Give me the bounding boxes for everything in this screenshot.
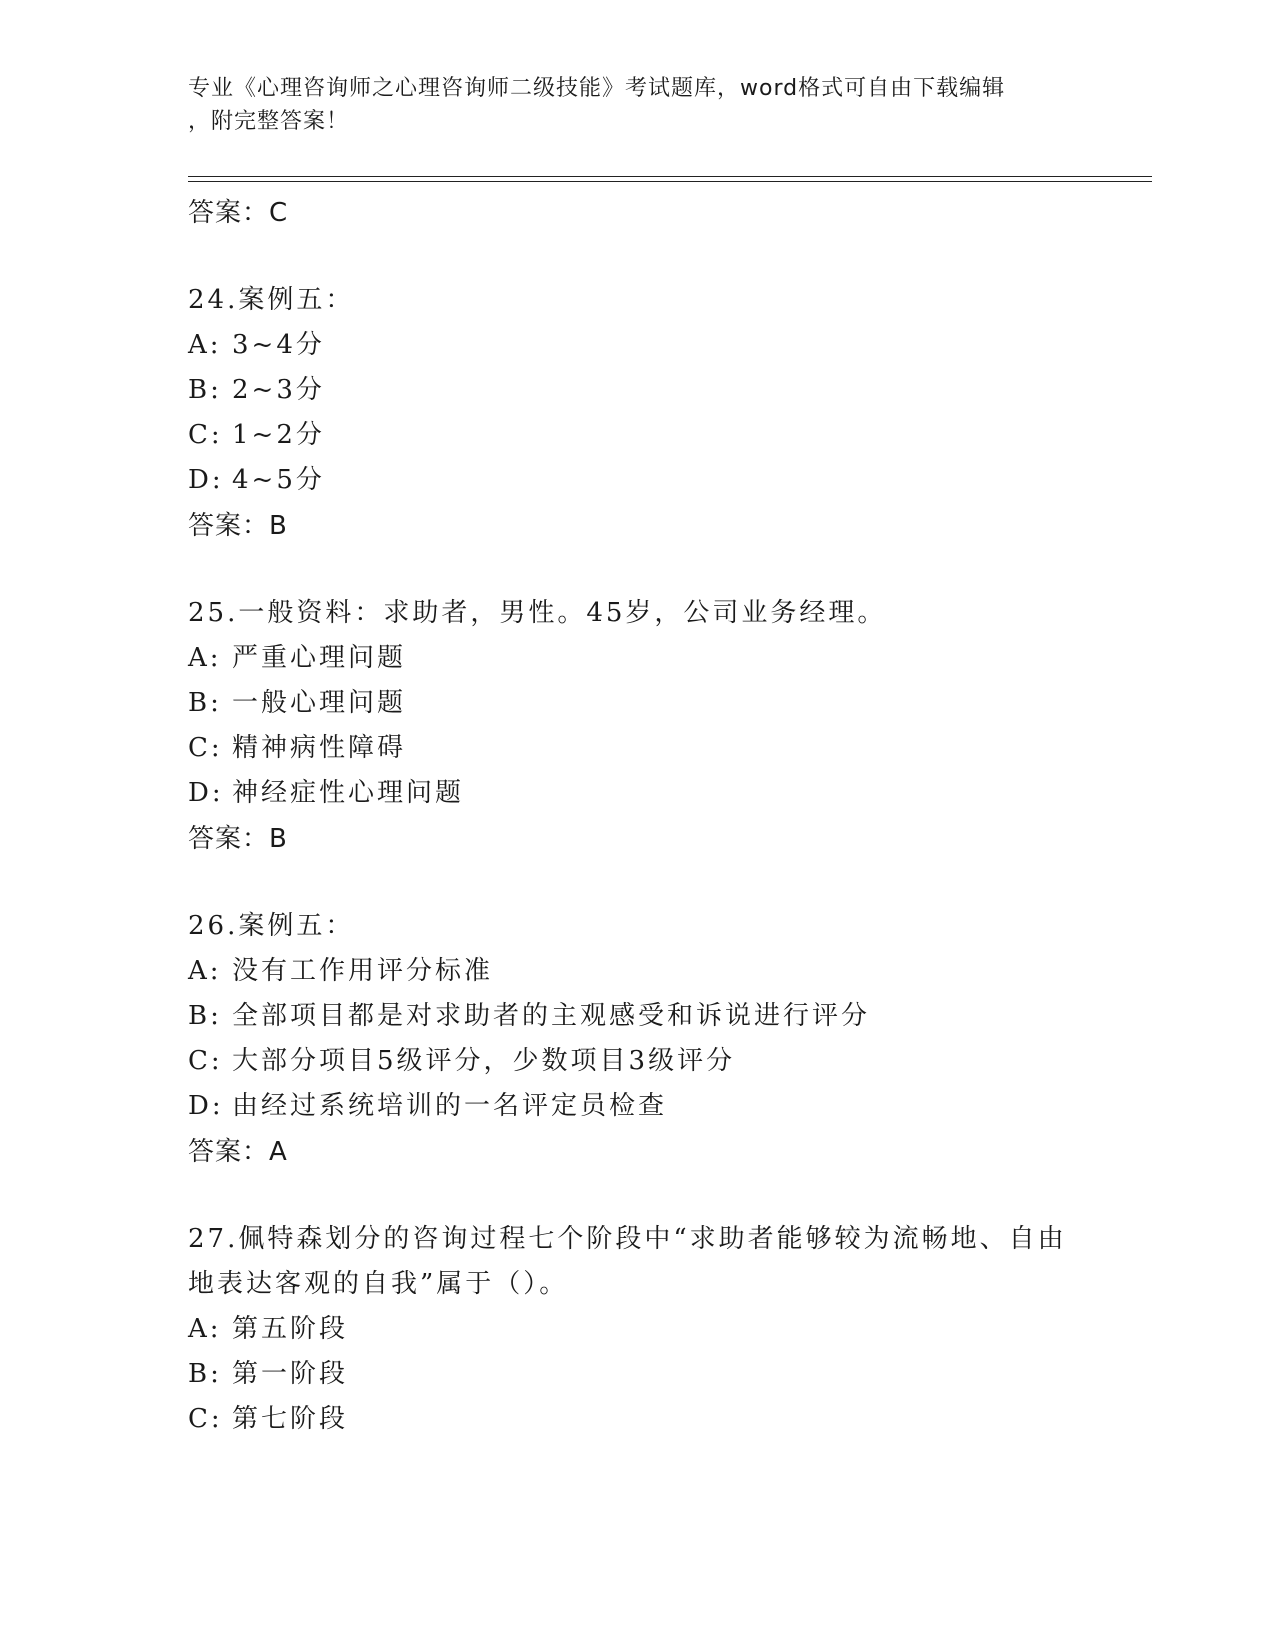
option-text: 第一阶段 bbox=[232, 1359, 349, 1389]
option-text: 没有工作用评分标准 bbox=[232, 956, 494, 986]
option-key: C: bbox=[188, 733, 223, 763]
option-text: 第五阶段 bbox=[232, 1314, 349, 1344]
option-key: C: bbox=[188, 1404, 223, 1434]
option-key: C: bbox=[188, 1046, 223, 1076]
answer-line: 答案：C bbox=[188, 198, 289, 228]
option-text: 大部分项目5级评分，少数项目3级评分 bbox=[232, 1046, 736, 1076]
option-key: B: bbox=[188, 688, 222, 718]
option-text: 精神病性障碍 bbox=[232, 733, 407, 763]
header-rule-bottom bbox=[188, 181, 1152, 182]
question-stem: 26.案例五： bbox=[188, 911, 355, 941]
option-d bbox=[188, 771, 1088, 816]
option-text: 严重心理问题 bbox=[232, 643, 407, 673]
answer-line: 答案：B bbox=[188, 511, 288, 541]
option-key: D: bbox=[188, 1091, 224, 1121]
question-stem: 25.一般资料：求助者，男性。45岁，公司业务经理。 bbox=[188, 598, 887, 628]
option-b bbox=[188, 681, 1088, 726]
answer-line: 答案：B bbox=[188, 824, 288, 854]
question-item bbox=[188, 904, 1088, 1175]
option-a bbox=[188, 949, 1088, 994]
option-d bbox=[188, 458, 1088, 503]
question-item bbox=[188, 1217, 1088, 1442]
option-key: A: bbox=[188, 330, 222, 360]
option-text: 2~3分 bbox=[232, 375, 325, 405]
option-d bbox=[188, 1084, 1088, 1129]
option-text: 第七阶段 bbox=[232, 1404, 349, 1434]
option-c bbox=[188, 726, 1088, 771]
option-a bbox=[188, 323, 1088, 368]
option-key: B: bbox=[188, 1001, 222, 1031]
option-text: 由经过系统培训的一名评定员检查 bbox=[232, 1091, 668, 1121]
option-text: 一般心理问题 bbox=[232, 688, 407, 718]
header-rule-top bbox=[188, 176, 1152, 177]
document-header bbox=[188, 72, 1068, 138]
question-item bbox=[188, 278, 1088, 549]
option-c bbox=[188, 1039, 1088, 1084]
option-b bbox=[188, 1352, 1088, 1397]
header-line-2: ，附完整答案！ bbox=[188, 109, 350, 134]
question-item bbox=[188, 591, 1088, 862]
answer-line: 答案：A bbox=[188, 1137, 288, 1167]
option-text: 神经症性心理问题 bbox=[232, 778, 465, 808]
option-c bbox=[188, 413, 1088, 458]
option-text: 4~5分 bbox=[232, 465, 325, 495]
option-key: D: bbox=[188, 465, 224, 495]
question-stem: 24.案例五： bbox=[188, 285, 355, 315]
option-text: 3~4分 bbox=[232, 330, 325, 360]
option-key: B: bbox=[188, 1359, 222, 1389]
option-c bbox=[188, 1397, 1088, 1442]
option-key: A: bbox=[188, 1314, 222, 1344]
question-list bbox=[188, 190, 1088, 1442]
option-a bbox=[188, 1307, 1088, 1352]
option-key: A: bbox=[188, 956, 222, 986]
option-key: A: bbox=[188, 643, 222, 673]
header-line-1: 专业《心理咨询师之心理咨询师二级技能》考试题库，word格式可自由下载编辑 bbox=[188, 76, 1006, 101]
option-b bbox=[188, 994, 1088, 1039]
option-text: 1~2分 bbox=[232, 420, 325, 450]
option-b bbox=[188, 368, 1088, 413]
option-text: 全部项目都是对求助者的主观感受和诉说进行评分 bbox=[232, 1001, 871, 1031]
question-stem: 27.佩特森划分的咨询过程七个阶段中“求助者能够较为流畅地、自由地表达客观的自我”属于（）。 bbox=[188, 1224, 1067, 1299]
option-a bbox=[188, 636, 1088, 681]
option-key: D: bbox=[188, 778, 224, 808]
option-key: C: bbox=[188, 420, 223, 450]
option-key: B: bbox=[188, 375, 222, 405]
